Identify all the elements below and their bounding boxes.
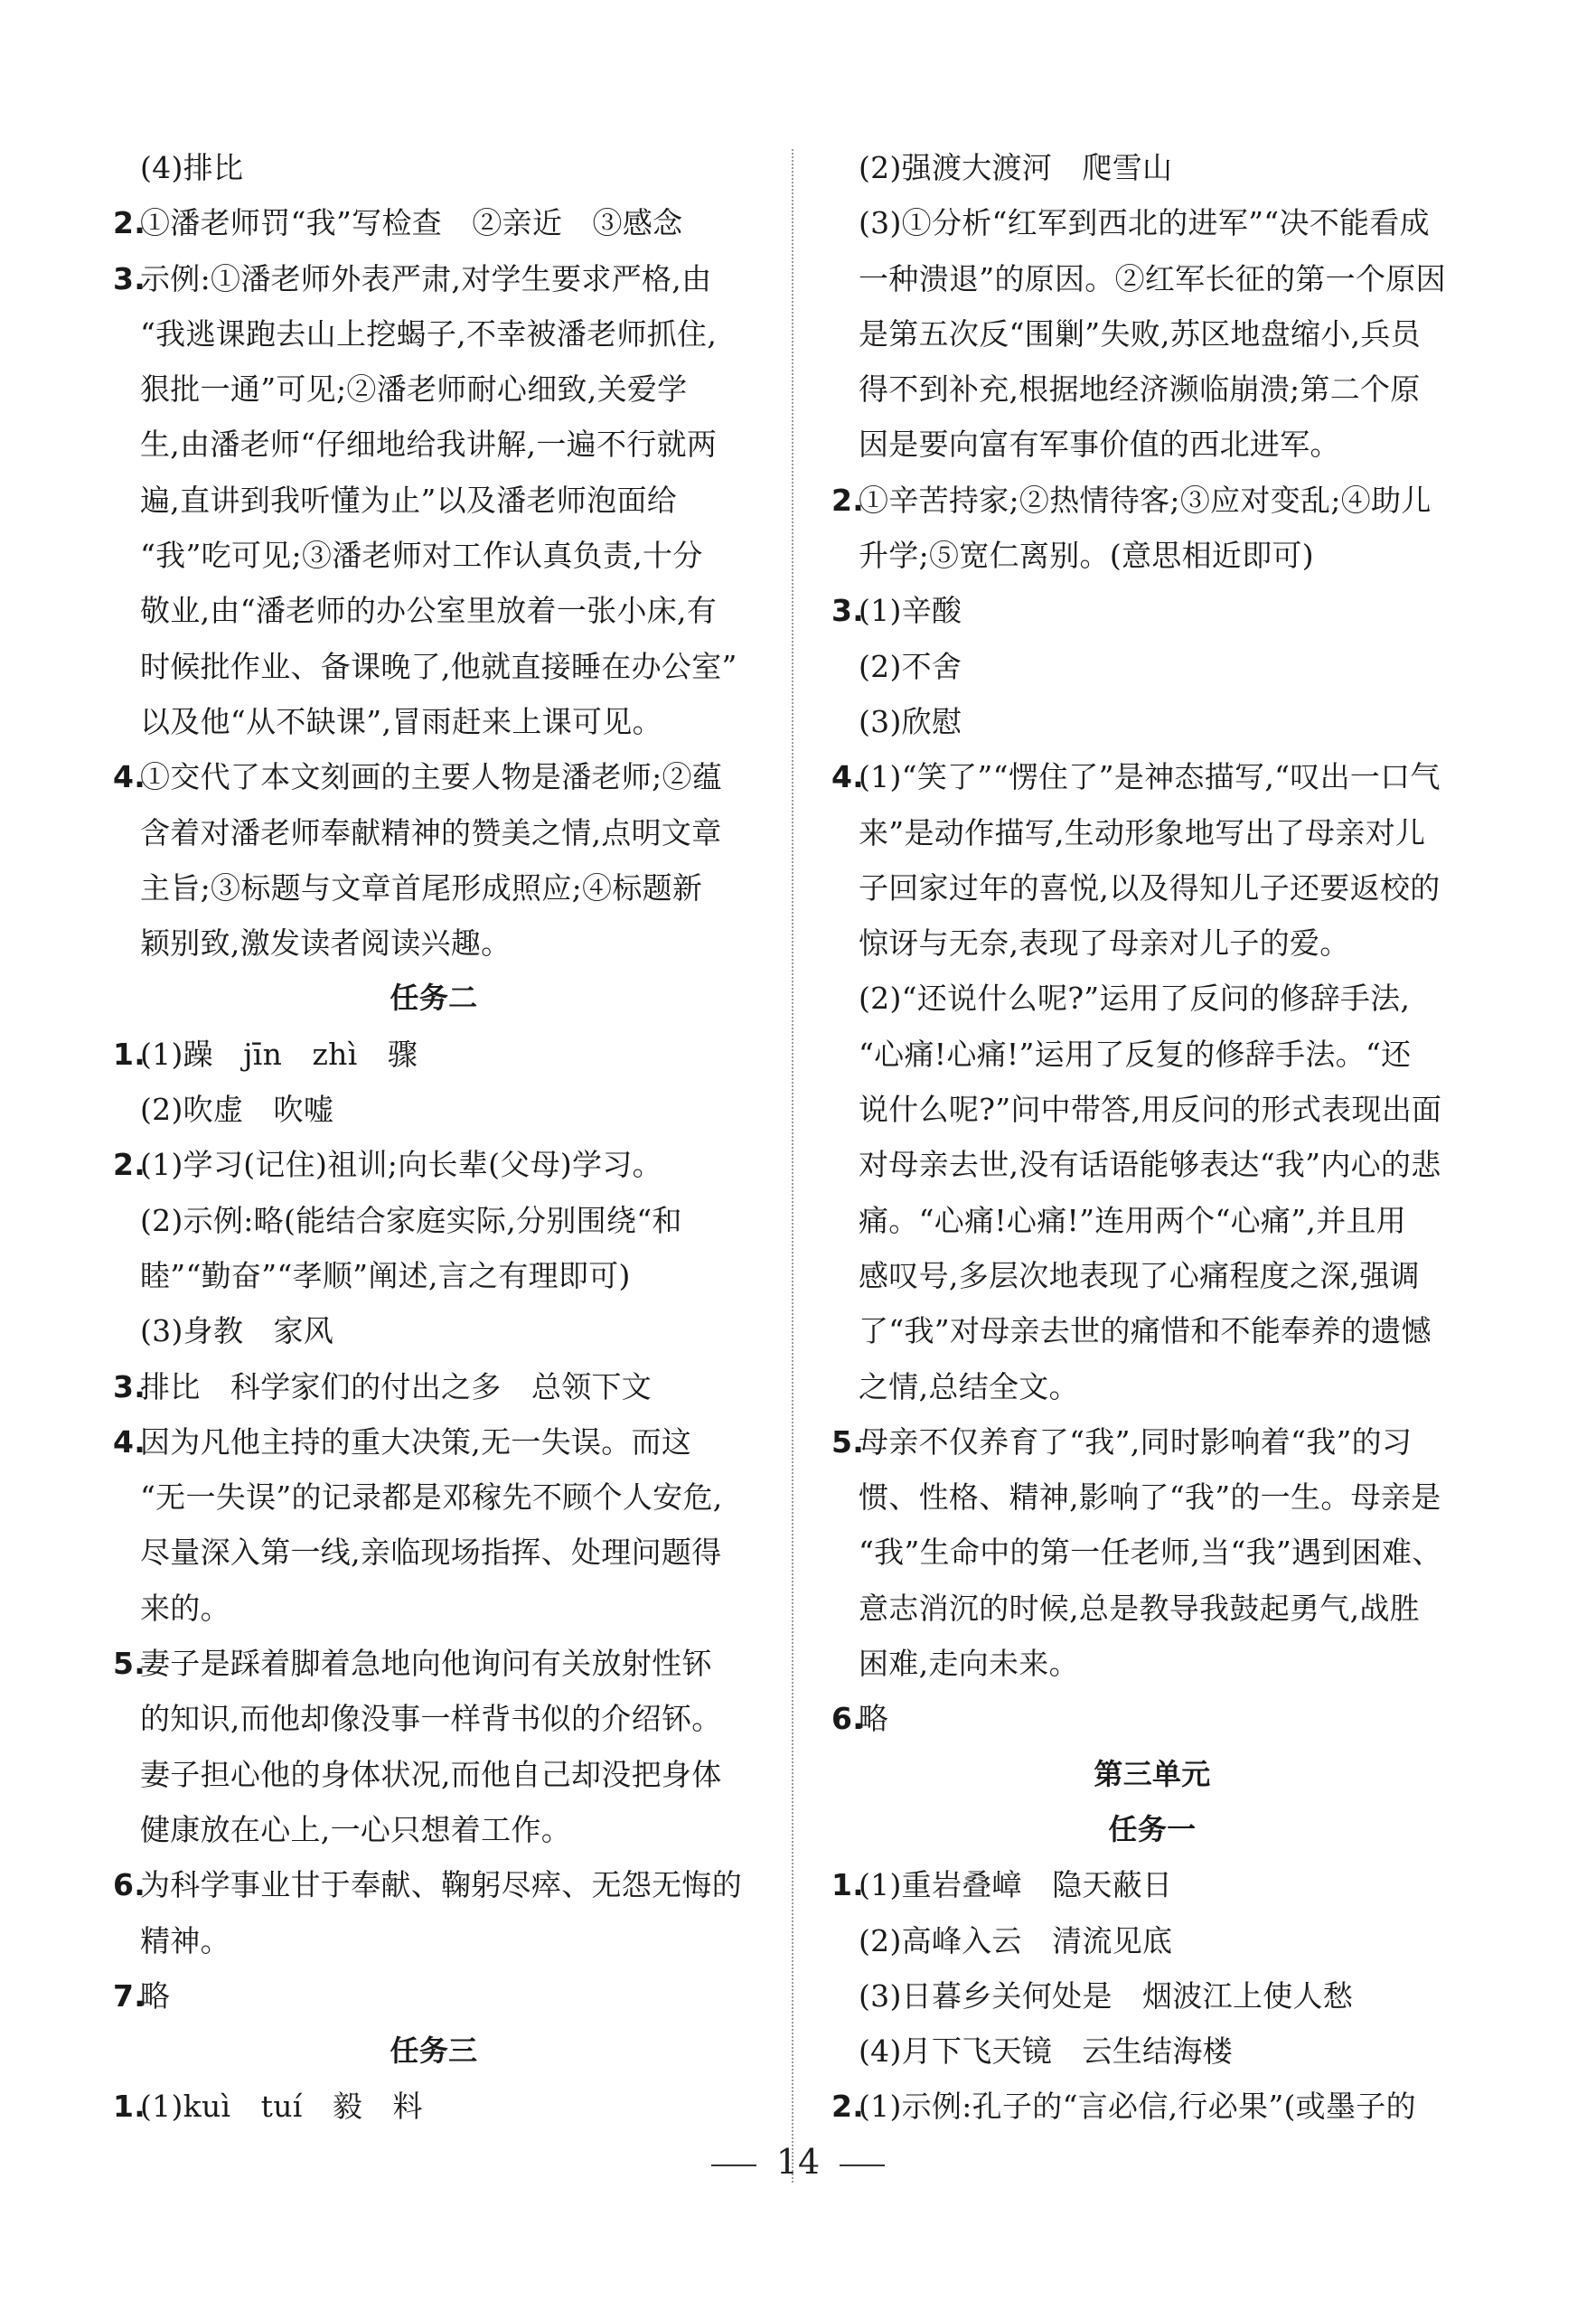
answer-item (113, 1137, 755, 1192)
page-number-text: 14 (775, 2142, 821, 2182)
answer-line (113, 1691, 755, 1746)
answer-line (831, 916, 1473, 971)
answer-text: 痛。“心痛!心痛!”连用两个“心痛”,并且用 (859, 1202, 1407, 1238)
answer-text: 为科学事业甘于奉献、鞠躬尽瘁、无怨无悔的 (140, 1867, 742, 1903)
answer-text: 说什么呢?”问中带答,用反问的形式表现出面 (859, 1092, 1442, 1128)
answer-text: 之情,总结全文。 (859, 1368, 1079, 1404)
answer-text: (1)kuì tuí 毅 料 (140, 2089, 423, 2125)
answer-line (831, 1248, 1473, 1303)
answer-line (831, 1082, 1473, 1137)
answer-text: 健康放在心上,一心只想着工作。 (140, 1811, 571, 1847)
answer-line (113, 306, 755, 362)
answer-item (113, 1857, 755, 1912)
answer-text: 颖别致,激发读者阅读兴趣。 (140, 925, 512, 962)
answer-text: (2)不舍 (859, 648, 962, 684)
answer-line (113, 1082, 755, 1137)
answer-text: “心痛!心痛!”运用了反复的修辞手法。“还 (859, 1036, 1412, 1072)
answer-text: (2)高峰入云 清流见底 (859, 1922, 1173, 1958)
answer-text: (3)日暮乡关何处是 烟波江上使人愁 (859, 1977, 1354, 2014)
item-number: 6. (113, 1867, 146, 1903)
answer-line (831, 1470, 1473, 1525)
answer-line (113, 639, 755, 694)
answer-line (831, 1913, 1473, 1968)
answer-item (831, 473, 1473, 528)
answer-text: 是第五次反“围剿”失败,苏区地盘缩小,兵员 (859, 315, 1422, 352)
answer-text: 了“我”对母亲去世的痛惜和不能奉养的遗憾 (859, 1313, 1432, 1349)
section-heading: 任务三 (390, 2033, 478, 2069)
answer-text: 妻子担心他的身体状况,而他自己却没把身体 (140, 1756, 722, 1792)
answer-line (113, 362, 755, 417)
item-number: 3. (831, 593, 865, 629)
answer-line (113, 1470, 755, 1525)
answer-item (113, 2079, 755, 2134)
answer-text: 意志消沉的时候,总是教导我鼓起勇气,战胜 (859, 1590, 1420, 1626)
answer-text: 略 (140, 1977, 171, 2014)
answer-text: 母亲不仅养育了“我”,同时影响着“我”的习 (859, 1423, 1413, 1460)
answer-text: (1)“笑了”“愣住了”是神态描写,“叹出一口气 (859, 759, 1441, 795)
item-number: 1. (113, 2089, 146, 2125)
item-number: 4. (113, 1423, 146, 1460)
answer-line (831, 1968, 1473, 2024)
answer-item (113, 1968, 755, 2024)
item-number: 1. (831, 1867, 865, 1903)
answer-text: 因是要向富有军事价值的西北进军。 (859, 427, 1340, 463)
answer-line (113, 916, 755, 971)
answer-text: (4)排比 (140, 150, 244, 185)
answer-item (113, 1027, 755, 1082)
answer-text: (2)强渡大渡河 爬雪山 (859, 150, 1173, 185)
answer-text: 感叹号,多层次地表现了心痛程度之深,强调 (859, 1257, 1420, 1293)
answer-line (831, 694, 1473, 749)
answer-line (831, 860, 1473, 916)
answer-line (113, 860, 755, 916)
answer-line (831, 1525, 1473, 1580)
answer-text: (3)欣慰 (859, 703, 962, 739)
answer-text: 含着对潘老师奉献精神的赞美之情,点明文章 (140, 814, 722, 850)
left-column (113, 140, 755, 2135)
answer-text: ①交代了本文刻画的主要人物是潘老师;②蕴 (140, 759, 723, 795)
answer-text: 遍,直讲到我听懂为止”以及潘老师泡面给 (140, 482, 678, 518)
answer-item (113, 749, 755, 804)
answer-line (831, 362, 1473, 417)
section-heading: 任务一 (1108, 1811, 1197, 1846)
answer-text: (3)身教 家风 (140, 1313, 334, 1349)
answer-item (113, 195, 755, 250)
item-number: 2. (831, 2089, 865, 2125)
answer-line (113, 1802, 755, 1857)
answer-text: “我”生命中的第一任老师,当“我”遇到困难、 (859, 1535, 1442, 1571)
item-number: 1. (113, 1036, 146, 1072)
answer-line (831, 1359, 1473, 1414)
item-number: 3. (113, 1368, 146, 1404)
answer-text: (2)“还说什么呢?”运用了反问的修辞手法, (859, 981, 1411, 1017)
answer-text: ①辛苦持家;②热情待客;③应对变乱;④助儿 (859, 482, 1432, 518)
item-number: 3. (113, 260, 146, 296)
answer-text: 子回家过年的喜悦,以及得知儿子还要返校的 (859, 869, 1441, 906)
answer-item (831, 1857, 1473, 1912)
answer-line (113, 1525, 755, 1580)
answer-line (831, 306, 1473, 362)
answer-text: (1)辛酸 (859, 593, 962, 629)
item-number: 5. (831, 1423, 865, 1460)
answer-text: 敬业,由“潘老师的办公室里放着一张小床,有 (140, 593, 718, 629)
answer-line (831, 528, 1473, 583)
answer-line (831, 1193, 1473, 1248)
answer-text: (4)月下飞天镜 云生结海楼 (859, 2033, 1233, 2070)
answer-line (831, 1303, 1473, 1358)
answer-line (831, 1027, 1473, 1082)
answer-text: 生,由潘老师“仔细地给我讲解,一遍不行就两 (140, 427, 718, 463)
answer-text: 得不到补充,根据地经济濒临崩溃;第二个原 (859, 371, 1421, 408)
answer-line (831, 639, 1473, 694)
answer-line (113, 528, 755, 583)
column-divider (792, 149, 793, 2183)
answer-item (113, 1359, 755, 1414)
answer-item (831, 1414, 1473, 1470)
answer-text: “我”吃可见;③潘老师对工作认真负责,十分 (140, 538, 703, 574)
answer-line (113, 805, 755, 860)
page-number-dash-right (840, 2164, 885, 2166)
answer-item (113, 1636, 755, 1691)
answer-text: 妻子是踩着脚着急地向他询问有关放射性钚 (140, 1646, 712, 1682)
item-number: 7. (113, 1977, 146, 2014)
answer-text: 略 (859, 1701, 889, 1737)
answer-line (113, 1913, 755, 1968)
item-number: 4. (113, 759, 146, 795)
answer-line (113, 1193, 755, 1248)
answer-text: “我逃课跑去山上挖蝎子,不幸被潘老师抓住, (140, 315, 718, 352)
answer-item (113, 1414, 755, 1470)
answer-text: “无一失误”的记录都是邓稼先不顾个人安危, (140, 1479, 723, 1516)
answer-text: 升学;⑤宽仁离别。(意思相近即可) (859, 538, 1314, 574)
answer-text: 主旨;③标题与文章首尾形成照应;④标题新 (140, 869, 703, 906)
answer-text: (2)示例:略(能结合家庭实际,分别围绕“和 (140, 1202, 682, 1238)
answer-text: 困难,走向未来。 (859, 1646, 1079, 1682)
answer-line (831, 251, 1473, 306)
answer-text: 对母亲去世,没有话语能够表达“我”内心的悲 (859, 1147, 1441, 1183)
item-number: 4. (831, 759, 865, 795)
answer-text: 惯、性格、精神,影响了“我”的一生。母亲是 (859, 1479, 1441, 1516)
item-number: 2. (113, 205, 146, 241)
answer-text: 精神。 (140, 1922, 230, 1958)
answer-text: 时候批作业、备课晚了,他就直接睡在办公室” (140, 648, 737, 684)
answer-text: 来的。 (140, 1590, 230, 1626)
answer-item (831, 583, 1473, 638)
answer-item (831, 749, 1473, 804)
answer-text: 排比 科学家们的付出之多 总领下文 (140, 1368, 652, 1404)
answer-line (113, 473, 755, 528)
answer-text: 示例:①潘老师外表严肃,对学生要求严格,由 (140, 260, 712, 296)
answer-text: (3)①分析“红军到西北的进军”“决不能看成 (859, 205, 1430, 241)
answer-text: 来”是动作描写,生动形象地写出了母亲对儿 (859, 814, 1426, 850)
answer-text: 的知识,而他却像没事一样背书似的介绍钚。 (140, 1701, 722, 1737)
answer-line (113, 140, 755, 195)
answer-text: (2)吹虚 吹嘘 (140, 1092, 334, 1128)
item-number: 6. (831, 1701, 865, 1737)
answer-text: 一种溃退”的原因。②红军长征的第一个原因 (859, 260, 1446, 296)
answer-line (113, 1581, 755, 1636)
answer-line (113, 694, 755, 749)
answer-item (113, 251, 755, 306)
answer-line (831, 805, 1473, 860)
right-column (831, 140, 1473, 2135)
answer-text: 惊讶与无奈,表现了母亲对儿子的爱。 (859, 925, 1350, 962)
answer-item (831, 1691, 1473, 1746)
answer-text: (1)示例:孔子的“言必信,行必果”(或墨子的 (859, 2089, 1416, 2125)
answer-text: 狠批一通”可见;②潘老师耐心细致,关爱学 (140, 371, 688, 408)
answer-text: (1)躁 jīn zhì 骤 (140, 1036, 418, 1072)
page-number (0, 2142, 1596, 2182)
answer-line (831, 1636, 1473, 1691)
answer-line (113, 583, 755, 638)
answer-text: 睦”“勤奋”“孝顺”阐述,言之有理即可) (140, 1257, 631, 1293)
answer-text: 尽量深入第一线,亲临现场指挥、处理问题得 (140, 1535, 722, 1571)
answer-line (113, 417, 755, 472)
answer-text: 因为凡他主持的重大决策,无一失误。而这 (140, 1423, 692, 1460)
answer-text: 以及他“从不缺课”,冒雨赶来上课可见。 (140, 703, 662, 739)
item-number: 2. (831, 482, 865, 518)
section-heading: 任务二 (390, 981, 478, 1016)
answer-line (831, 1137, 1473, 1192)
answer-line (113, 1303, 755, 1358)
answer-text: (1)学习(记住)祖训;向长辈(父母)学习。 (140, 1147, 662, 1183)
answer-line (113, 1248, 755, 1303)
item-number: 2. (113, 1147, 146, 1183)
answer-text: ①潘老师罚“我”写检查 ②亲近 ③感念 (140, 205, 683, 241)
answer-line (831, 417, 1473, 472)
answer-line (831, 1581, 1473, 1636)
page-number-dash-left (711, 2164, 756, 2166)
section-heading: 第三单元 (1094, 1756, 1211, 1791)
item-number: 5. (113, 1646, 146, 1682)
answer-line (831, 971, 1473, 1026)
answer-line (831, 195, 1473, 250)
answer-line (831, 140, 1473, 195)
answer-line (831, 2024, 1473, 2079)
answer-line (113, 1747, 755, 1802)
answer-text: (1)重岩叠嶂 隐天蔽日 (859, 1867, 1173, 1903)
answer-item (831, 2079, 1473, 2134)
